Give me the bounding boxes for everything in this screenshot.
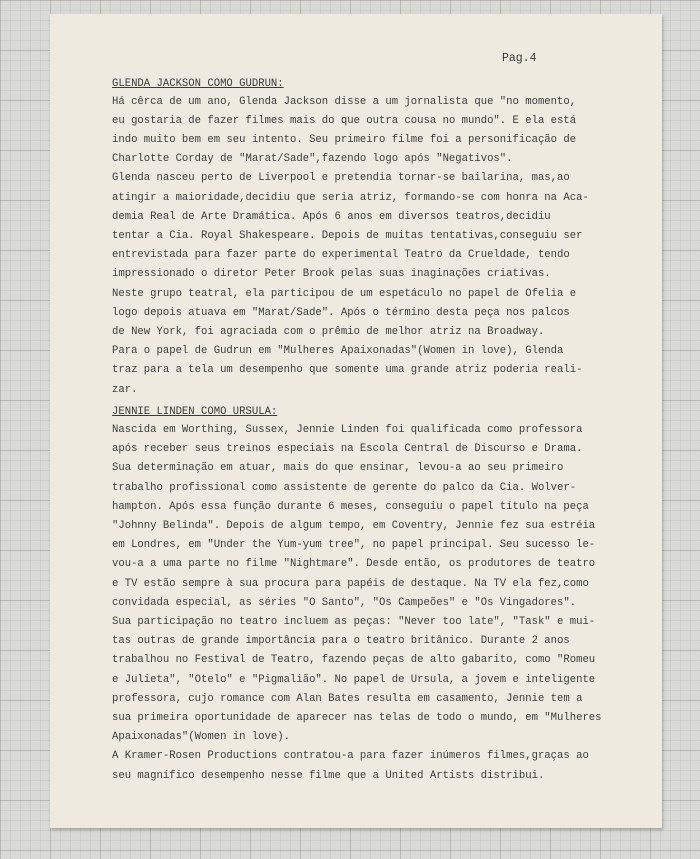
text-line: sua primeira oportunidade de aparecer nas telas de todo o mundo, em "Mulheres <box>112 712 602 724</box>
text-line: Neste grupo teatral, ela participou de um espetáculo no papel de Ofelia e <box>112 287 577 300</box>
text-line: tentar a Cia. Royal Shakespeare. Depois de muitas tentativas,conseguiu ser <box>112 229 583 242</box>
text-line: "Johnny Belinda". Depois de algum tempo, em Coventry, Jennie fez sua estréia <box>112 520 596 532</box>
text-line: Apaixonadas"(Women in love). <box>112 731 291 744</box>
text-line: em Londres, em "Under the Yum-yum tree", no papel principal. Seu sucesso le- <box>112 539 596 552</box>
text-line: trabalhou no Festival de Teatro, fazendo peças de alto gabarito, como "Romeu <box>112 654 596 667</box>
text-line: vou-a a uma parte no filme "Nightmare". Desde então, os produtores de teatro <box>112 558 596 571</box>
text-line: trabalho profissional como assistente de gerente do palco da Cia. Wolver- <box>112 481 577 494</box>
text-line: A Kramer-Rosen Productions contratou-a para fazer inúmeros filmes,graças ao <box>112 750 589 763</box>
text-line: professora, cujo romance com Alan Bates resulta em casamento, Jennie tem a <box>112 692 583 705</box>
text-line: após receber seus treinos especiais na Escola Central de Discurso e Drama. <box>112 443 583 456</box>
text-line: logo depois atuava em "Marat/Sade". Após o término desta peça nos palcos <box>112 306 570 319</box>
text-line: traz para a tela um desempenho que somente uma grande atriz poderia reali- <box>112 364 583 377</box>
page-number: Pag.4 <box>502 52 537 65</box>
text-line: e Julieta", "Otelo" e "Pigmalião". No papel de Ursula, a jovem e inteligente <box>112 673 596 686</box>
text-line: tas outras de grande importância para o teatro britânico. Durante 2 anos <box>112 635 570 648</box>
text-line: demia Real de Arte Dramática. Após 6 anos em diversos teatros,decidiu <box>112 210 551 223</box>
text-line: zar. <box>112 383 138 396</box>
text-line: indo muito bem em seu intento. Seu primeiro filme foi a personificação de <box>112 133 577 146</box>
text-line: hampton. Após essa função durante 6 meses, conseguiu o papel título na peça <box>112 500 589 513</box>
text-line: Sua participação no teatro incluem as peças: "Never too late", "Task" e mui- <box>112 616 596 628</box>
text-line: seu magnífico desempenho nesse filme que a United Artists distribui. <box>112 769 545 782</box>
text-line: e TV estão sempre à sua procura para papéis de destaque. Na TV ela fez,como <box>112 577 589 590</box>
section-heading: GLENDA JACKSON COMO GUDRUN: <box>112 78 284 90</box>
text-line: impressionado o diretor Peter Brook pelas suas inaginações criativas. <box>112 268 551 281</box>
text-line: eu gostaria de fazer filmes mais do que outra cousa no mundo". E ela está <box>112 114 577 127</box>
text-line: convidada especial, as séries "O Santo", "Os Campeões" e "Os Vingadores". <box>112 596 577 609</box>
text-line: Há cêrca de um ano, Glenda Jackson disse a um jornalista que "no momento, <box>112 95 577 108</box>
text-line: Glenda nasceu perto de Liverpool e pretendia tornar-se bailarina, mas,ao <box>112 172 570 185</box>
text-line: Nascida em Worthing, Sussex, Jennie Linden foi qualificada como professora <box>112 424 583 436</box>
text-line: Sua determinação em atuar, mais do que ensinar, levou-a ao seu primeiro <box>112 462 564 475</box>
text-line: atingir a maioridade,decidiu que seria atriz, formando-se com honra na Aca- <box>112 191 589 204</box>
text-line: de New York, foi agraciada com o prêmio de melhor atriz na Broadway. <box>112 325 545 338</box>
text-line: Para o papel de Gudrun em "Mulheres Apaixonadas"(Women in love), Glenda <box>112 345 564 358</box>
text-line: Charlotte Corday de "Marat/Sade",fazendo logo após "Negativos". <box>112 153 513 166</box>
section-heading: JENNIE LINDEN COMO URSULA: <box>112 406 278 418</box>
typewritten-page <box>50 14 662 828</box>
text-line: entrevistada para fazer parte do experimental Teatro da Crueldade, tendo <box>112 249 570 262</box>
